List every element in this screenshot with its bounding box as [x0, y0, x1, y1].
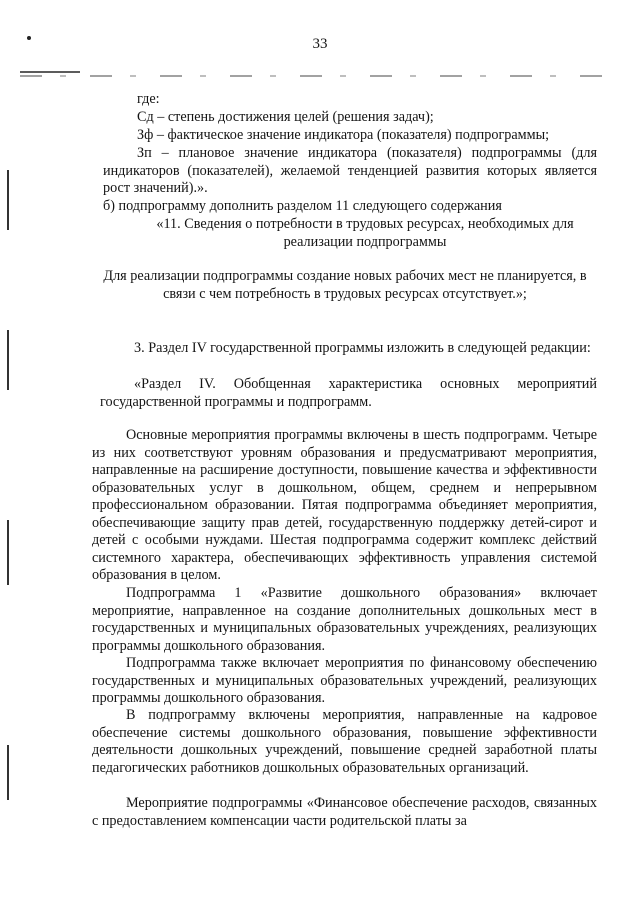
margin-mark [7, 745, 9, 800]
legend-sd: Сд – степень достижения целей (решения задач); [137, 109, 434, 125]
margin-mark [7, 520, 9, 585]
legend-b: б) подпрограмму дополнить разделом 11 следующего содержания [103, 198, 502, 214]
section3-heading: «Раздел IV. Обобщенная характеристика основных мероприятий государственной программы и подпрограмм. [100, 376, 597, 410]
legend-intro: где: [137, 91, 160, 107]
section11-body: Для реализации подпрограммы создание новых рабочих мест не планируется, в связи с чем потребность в трудовых ресурсах отсутствует.»; [103, 268, 587, 302]
scan-artifact-dashes [20, 75, 620, 77]
paragraph: В подпрограмму включены мероприятия, направленные на кадровое обеспечение системы дошкольного образования, повышение эффективности деятельности дошкольных учреждений, повышение средней заработной платы педагогических работников дошкольных образовательных организаций. [92, 707, 597, 776]
legend-zp: Зп – плановое значение индикатора (показателя) подпрограммы (для индикаторов (показателей), желаемой тенденцией развития которых является рост значений).». [103, 145, 597, 196]
paragraph: Мероприятие подпрограммы «Финансовое обеспечение расходов, связанных с предоставлением компенсации части родительской платы за [92, 795, 597, 829]
paragraph: Основные мероприятия программы включены в шесть подпрограмм. Четыре из них соответствуют уровням образования и предусматривают мероприятия, направленные на расширение доступности, повышение качества и эффективности образовательных услуг в дошкольном, общем, среднем и непрерывном профессиональном образовании. Пятая подпрограмма объединяет мероприятия, обеспечивающие защиту прав детей, государственную поддержку детей-сирот и детей с особыми нуждами. Шестая подпрограмма содержит комплекс действий системного характера, обеспечивающих эффективность управления системой образования в целом. [92, 427, 597, 583]
section3-intro: 3. Раздел IV государственной программы изложить в следующей редакции: [134, 340, 591, 356]
legend-zf: Зф – фактическое значение индикатора (показателя) подпрограммы; [137, 127, 550, 143]
section11-heading: «11. Сведения о потребности в трудовых ресурсах, необходимых для реализации подпрограммы [156, 216, 574, 250]
scan-artifact-line [20, 71, 80, 73]
margin-mark [7, 170, 9, 230]
margin-mark [7, 330, 9, 390]
paragraph: Подпрограмма также включает мероприятия по финансовому обеспечению государственных и муниципальных образовательных учреждений, реализующих программы дошкольного образования. [92, 655, 597, 706]
paragraph: Подпрограмма 1 «Развитие дошкольного образования» включает мероприятие, направленное на создание дополнительных дошкольных мест в государственных и муниципальных образовательных учреждениях, реализующих программы дошкольного образования. [92, 585, 597, 654]
page-number: 33 [312, 36, 328, 52]
